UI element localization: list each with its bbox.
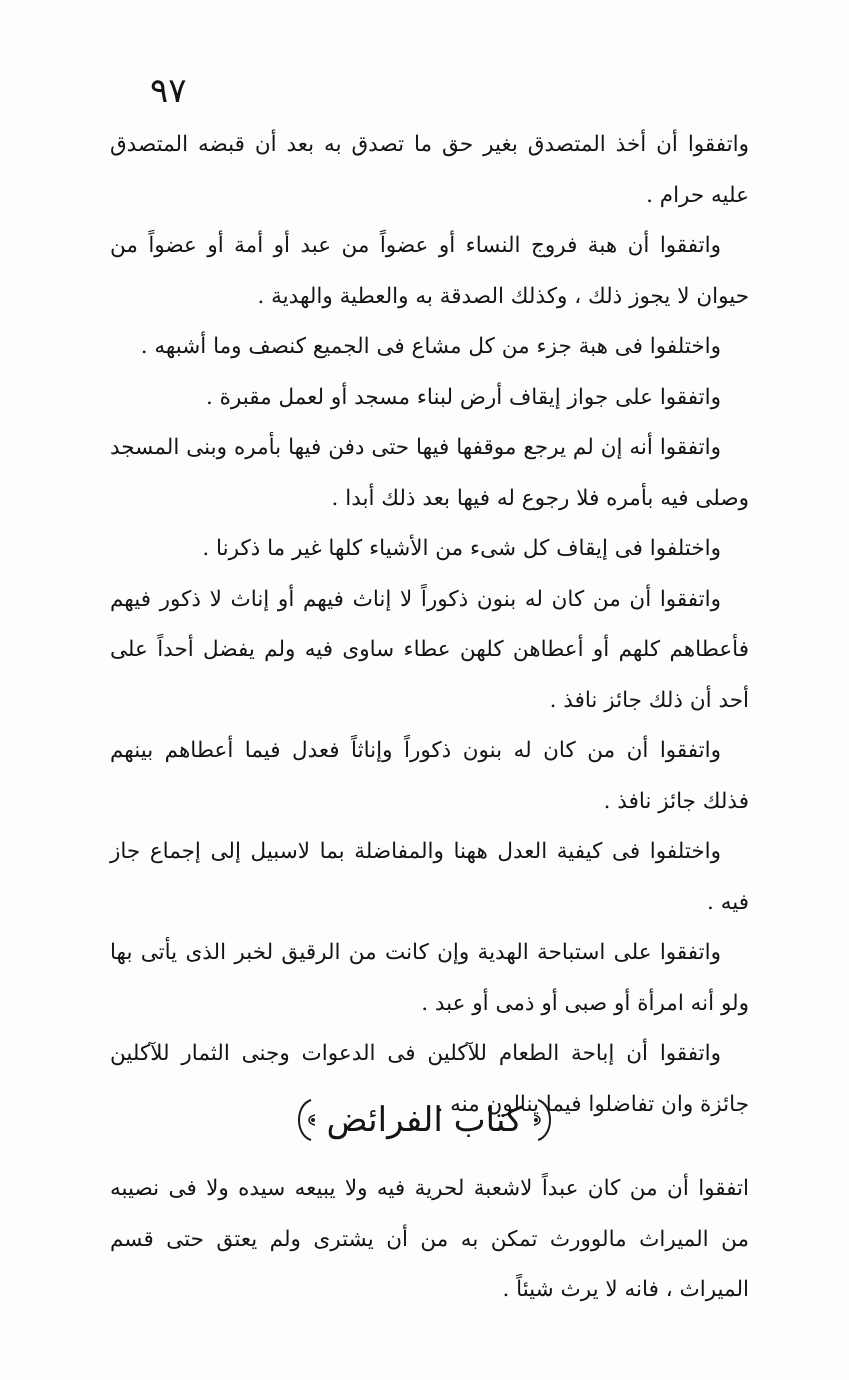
main-text (110, 120, 749, 1130)
section-text (110, 1164, 749, 1316)
paragraph: واختلفوا فى كيفية العدل ههنا والمفاضلة بما لاسبيل إلى إجماع جاز فيه . (110, 839, 749, 915)
paragraph: واختلفوا فى هبة جزء من كل مشاع فى الجميع كنصف وما أشبهه . (140, 334, 721, 359)
paragraph: واختلفوا فى إيقاف كل شىء من الأشياء كلها غير ما ذكرنا . (202, 536, 721, 561)
paragraph: واتفقوا أن من كان له بنون ذكوراً وإناثاً فعدل فيما أعطاهم بينهم فذلك جائز نافذ . (110, 738, 749, 814)
heading-frame (291, 1097, 559, 1143)
ornament-bracket-right-icon (532, 1097, 558, 1143)
section-title: كتاب الفرائض (326, 1100, 523, 1140)
paragraph: واتفقوا أنه إن لم يرجع موقفها فيها حتى دفن فيها بأمره وبنى المسجد وصلى فيه بأمره فلا رجوع له فيها بعد ذلك أبدا . (110, 435, 749, 511)
paragraph: واتفقوا على استباحة الهدية وإن كانت من الرقيق لخبر الذى يأتى بها ولو أنه امرأة أو صبى أو ذمى أو عبد . (110, 940, 749, 1016)
paragraph: واتفقوا أن هبة فروج النساء أو عضواً من عبد أو أمة أو عضواً من حيوان لا يجوز ذلك ، وكذلك الصدقة به والعطية والهدية . (110, 233, 749, 309)
section-heading (0, 1090, 849, 1150)
page-number: ٩٧ (150, 71, 187, 111)
paragraph: واتفقوا أن إباحة الطعام للآكلين فى الدعوات وجنى الثمار للآكلين جائزة وان تفاضلوا فيما ينالون منه . (110, 1041, 749, 1117)
ornament-bracket-left-icon (291, 1097, 317, 1143)
paragraph: واتفقوا على جواز إيقاف أرض لبناء مسجد أو لعمل مقبرة . (205, 384, 721, 410)
paragraph: واتفقوا أن من كان له بنون ذكوراً لا إناث فيهم أو إناث لا ذكور فيهم فأعطاهم كلهم أو أعطاهن كلهن عطاء ساوى فيه ولم يفضل أحداً على أحد أن ذلك جائز نافذ . (110, 586, 749, 713)
paragraph: واتفقوا أن أخذ المتصدق بغير حق ما تصدق به بعد أن قبضه المتصدق عليه حرام . (110, 132, 749, 208)
paragraph: اتفقوا أن من كان عبداً لاشعبة لحرية فيه ولا يبيعه سيده ولا فى نصيبه من الميراث مالوورث تمكن به من أن يشترى ولم يعتق حتى قسم الميراث ، فانه لا يرث شيئاً . (110, 1176, 749, 1302)
